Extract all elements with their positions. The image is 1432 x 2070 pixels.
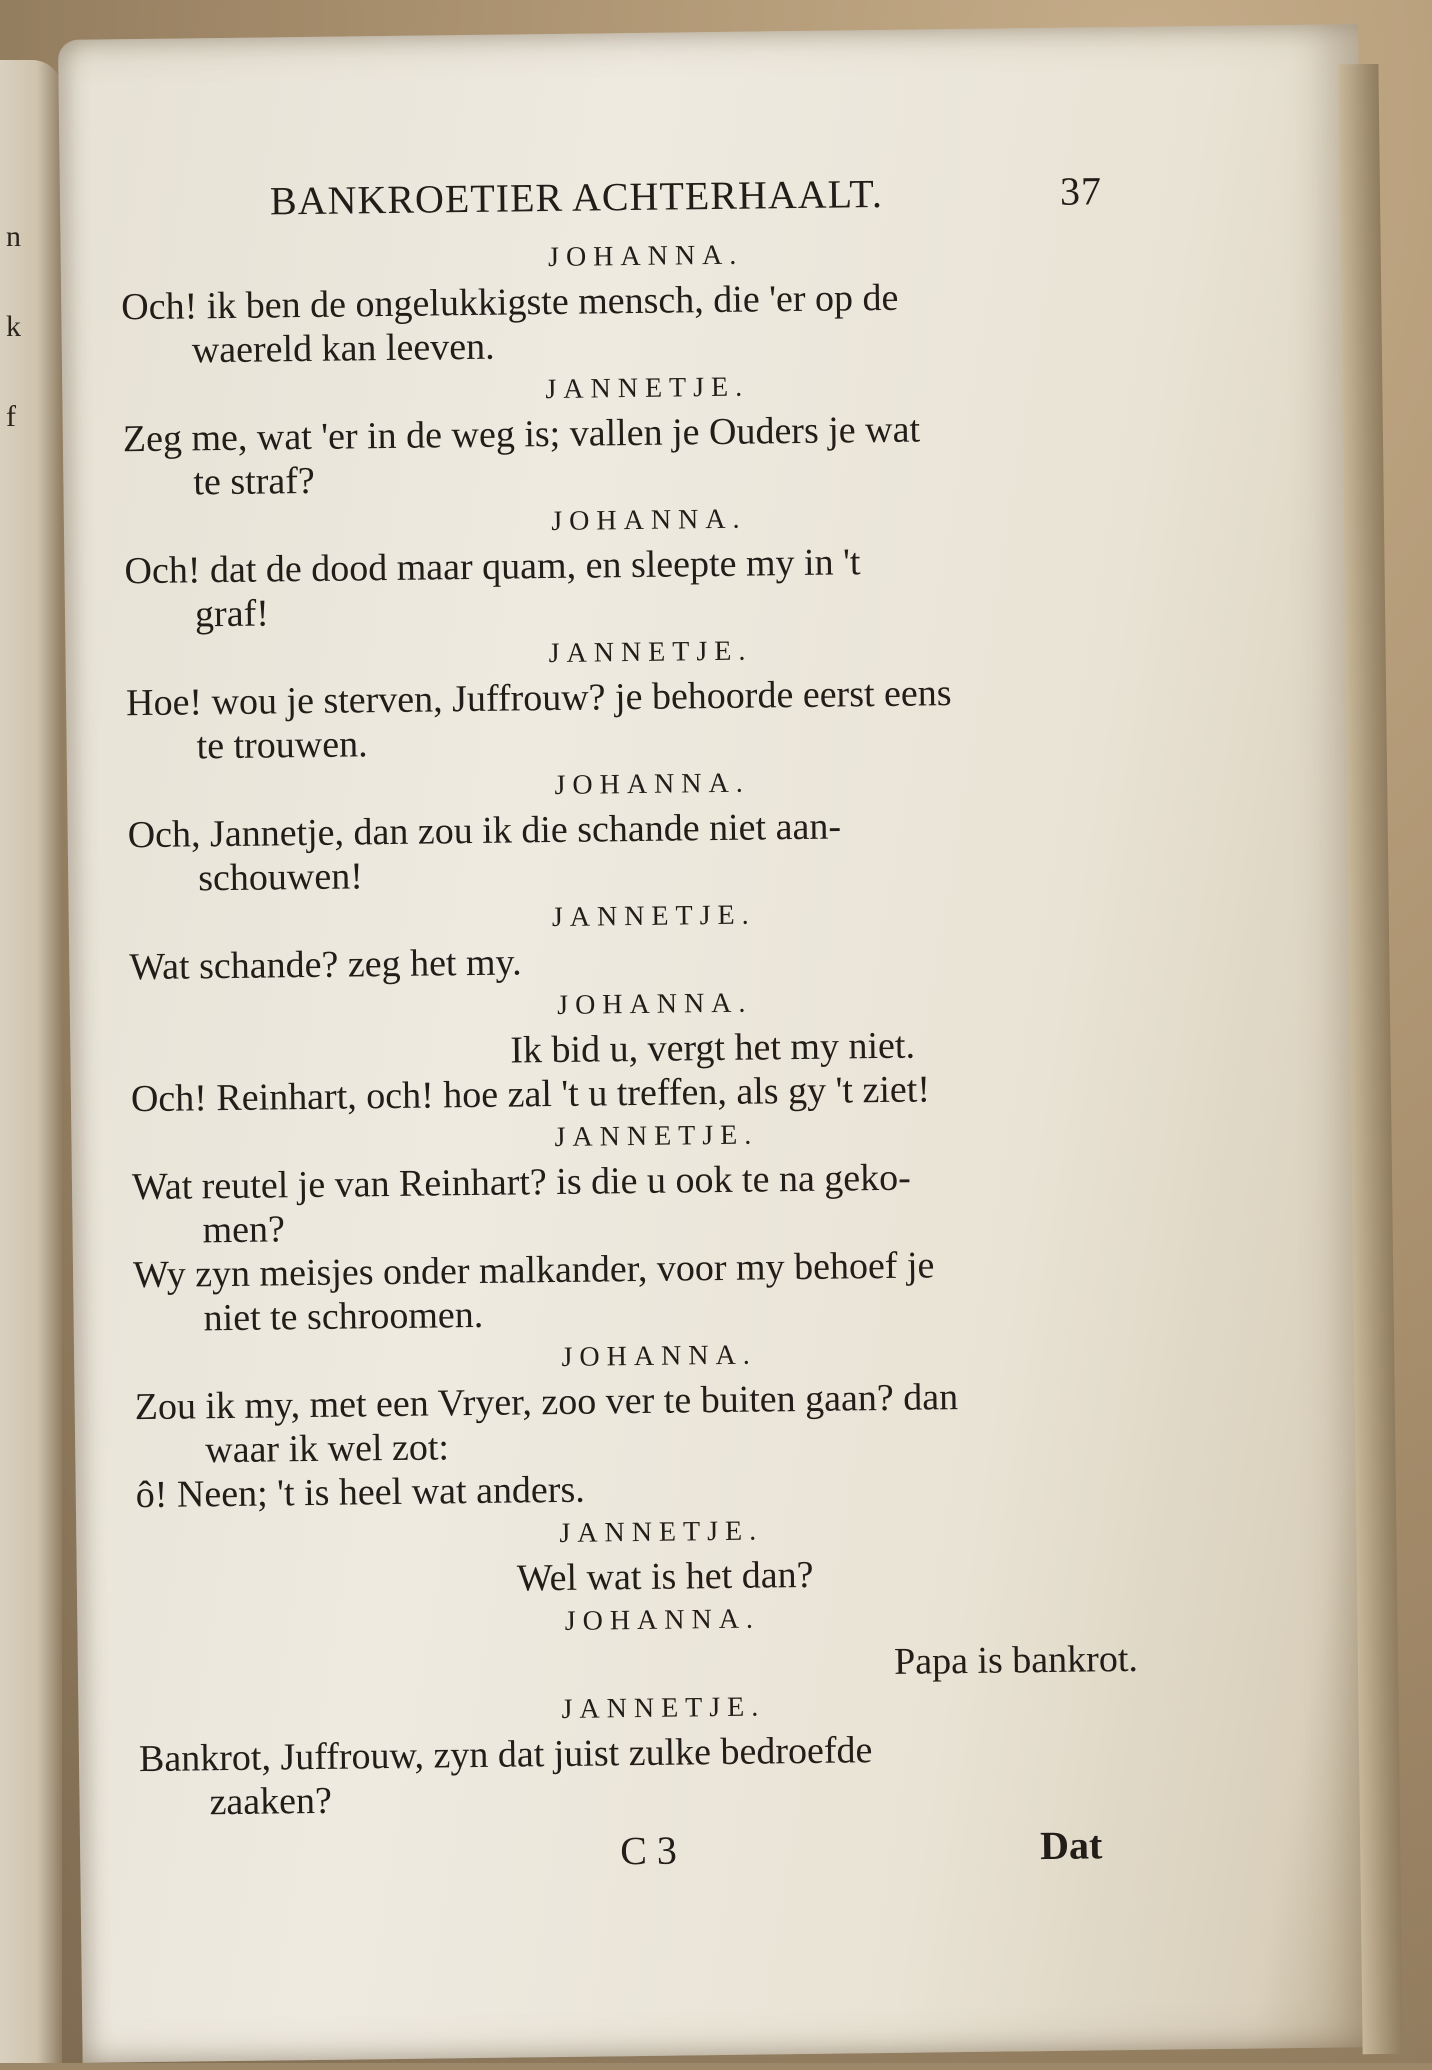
signature-mark: C 3 — [619, 1827, 678, 1874]
page-header — [120, 167, 1131, 241]
dialogue-line: schouwen! — [197, 855, 364, 900]
dialogue-line: waereld kan leeven. — [191, 325, 495, 372]
dialogue-line: Wel wat is het dan? — [516, 1553, 814, 1600]
book-page — [58, 24, 1383, 2063]
page-number: 37 — [1059, 168, 1103, 214]
facing-page-letter: k — [6, 310, 21, 343]
speaker-name: JOHANNA. — [561, 1339, 757, 1373]
dialogue-line: Hoe! wou je sterven, Juffrouw? je behoorde eerst eens — [125, 672, 952, 725]
dialogue-line: Wat reutel je van Reinhart? is die u ook te na geko- — [131, 1156, 912, 1209]
page-footer — [140, 1821, 1151, 1893]
speaker-name: JOHANNA. — [554, 767, 750, 801]
facing-page-letter: f — [6, 400, 16, 433]
dialogue-line: Papa is bankrot. — [893, 1637, 1139, 1683]
dialogue-line: men? — [202, 1208, 286, 1252]
dialogue-line: Wy zyn meisjes onder malkander, voor my behoef je — [132, 1244, 935, 1297]
facing-page-letter: n — [6, 220, 21, 253]
dialogue-line: Och! dat de dood maar quam, en sleepte my in 't — [124, 541, 861, 593]
speaker-name: JOHANNA. — [547, 239, 744, 274]
dialogue-line: Och, Jannetje, dan zou ik die schande niet aan- — [127, 805, 842, 857]
dialogue-line: Zeg me, wat 'er in de weg is; vallen je Ouders je wat — [122, 408, 921, 461]
speaker-name: JANNETJE. — [551, 899, 756, 934]
dialogue-line: Wat schande? zeg het my. — [129, 941, 522, 989]
dialogue-line: te trouwen. — [196, 723, 368, 768]
dialogue-line: Ik bid u, vergt het my niet. — [510, 1024, 916, 1072]
dialogue-line: ô! Neen; 't is heel wat anders. — [135, 1468, 585, 1517]
dialogue-line: graf! — [194, 592, 270, 636]
running-head: BANKROETIER ACHTERHAALT. — [269, 170, 884, 224]
dialogue-line: niet te schroomen. — [203, 1293, 484, 1340]
dialogue-line: zaaken? — [209, 1779, 333, 1824]
speaker-name: JOHANNA. — [564, 1603, 761, 1637]
dialogue-line: Och! ik ben de ongelukkigste mensch, die 'er op de — [121, 276, 899, 329]
dialogue-line: Bankrot, Juffrouw, zyn dat juist zulke bedroefde — [138, 1729, 873, 1781]
dialogue-line: Zou ik my, met een Vryer, zoo ver te buiten gaan? dan — [134, 1376, 959, 1429]
speaker-name: JANNETJE. — [561, 1691, 766, 1725]
page-text — [120, 167, 1151, 1893]
facing-page-edge — [0, 60, 62, 2063]
dialogue-line: te straf? — [193, 459, 315, 504]
dialogue — [120, 229, 1149, 1825]
speaker-name: JOHANNA. — [551, 503, 747, 538]
speaker-name: JANNETJE. — [554, 1119, 759, 1154]
speaker-name: JANNETJE. — [545, 371, 750, 406]
catchword: Dat — [1039, 1822, 1103, 1869]
speaker-name: JOHANNA. — [557, 987, 753, 1021]
dialogue-line: waar ik wel zot: — [204, 1426, 450, 1472]
dialogue-line: Och! Reinhart, och! hoe zal 't u treffen, als gy 't ziet! — [130, 1068, 931, 1121]
speaker-name: JANNETJE. — [559, 1515, 764, 1549]
speaker-name: JANNETJE. — [548, 635, 753, 670]
